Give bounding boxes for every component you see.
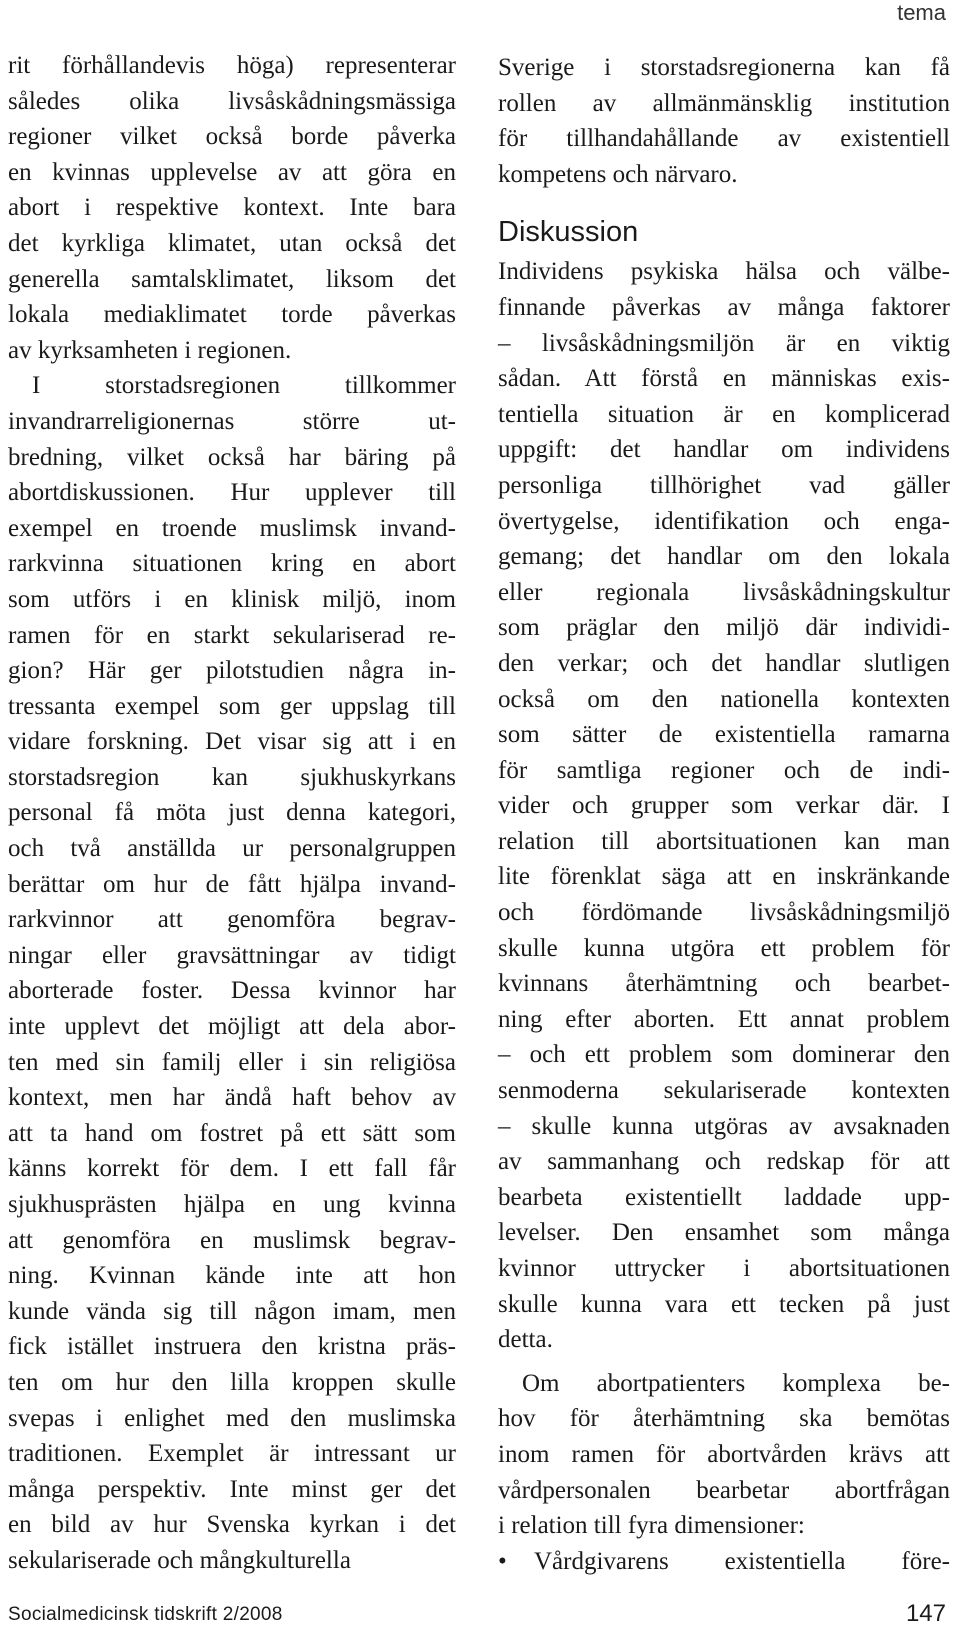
text-line: det kyrkliga klimatet, utan också det bbox=[8, 229, 456, 257]
text-line: kunde vända sig till någon imam, men bbox=[8, 1297, 456, 1325]
text-line: som sätter de existentiella ramarna bbox=[498, 721, 950, 749]
text-line: eller regionala livsåskådningskultur bbox=[498, 578, 950, 606]
text-line: kvinnor uttrycker i abortsituationen bbox=[498, 1255, 950, 1282]
text-line: sådan. Att förstå en människas exis- bbox=[498, 365, 950, 393]
text-line: personal få möta just denna kategori, bbox=[8, 799, 456, 827]
text-line: detta. bbox=[498, 1326, 553, 1354]
text-line: Individens psykiska hälsa och välbe- bbox=[498, 258, 950, 286]
text-line: av kyrksamheten i regionen. bbox=[8, 336, 292, 364]
text-line: gion? Här ger pilotstudien några in- bbox=[8, 657, 456, 685]
text-line: fick istället instruera den kristna präs- bbox=[8, 1333, 456, 1361]
section-heading: Diskussion bbox=[498, 216, 639, 249]
text-line: levelser. Den ensamhet som många bbox=[498, 1219, 950, 1247]
text-line: svepas i enlighet med den muslimska bbox=[8, 1404, 456, 1432]
text-line: kvinnans återhämtning och bearbet- bbox=[498, 970, 950, 998]
text-line: personliga tillhörighet vad gäller bbox=[498, 471, 950, 499]
text-line: generella samtalsklimatet, liksom det bbox=[8, 265, 456, 293]
text-line: bredning, vilket också har bäring på bbox=[8, 443, 456, 471]
text-line: abortdiskussionen. Hur upplever till bbox=[8, 479, 456, 507]
text-line: vårdpersonalen bearbetar abortfrågan bbox=[498, 1476, 950, 1504]
text-line: ningar eller gravsättningar av tidigt bbox=[8, 941, 456, 969]
text-line: I storstadsregionen tillkommer bbox=[32, 372, 456, 400]
text-line: ten om hur den lilla kroppen skulle bbox=[8, 1368, 456, 1396]
text-line: rollen av allmänmänsklig institution bbox=[498, 89, 950, 117]
text-line: – skulle kunna utgöras av avsaknaden bbox=[498, 1112, 950, 1140]
text-line: som präglar den miljö där individi- bbox=[498, 614, 950, 642]
journal-title: Socialmedicinsk tidskrift 2/2008 bbox=[8, 1604, 283, 1625]
text-line: känns korrekt för dem. I ett fall får bbox=[8, 1155, 456, 1183]
text-line: uppgift: det handlar om individens bbox=[498, 436, 950, 464]
text-line: bearbeta existentiellt laddade upp- bbox=[498, 1183, 950, 1211]
text-line: vidare forskning. Det visar sig att i en bbox=[8, 728, 456, 756]
section-label: tema bbox=[897, 0, 946, 25]
text-line: skulle kunna vara ett tecken på just bbox=[498, 1290, 950, 1318]
text-line: också om den nationella kontexten bbox=[498, 685, 950, 713]
text-line: senmoderna sekulariserade kontexten bbox=[498, 1077, 950, 1105]
text-line: berättar om hur de fått hjälpa invand- bbox=[8, 870, 456, 898]
right-column bbox=[498, 50, 950, 1579]
text-line: relation till abortsituationen kan man bbox=[498, 827, 950, 855]
text-line: i relation till fyra dimensioner: bbox=[498, 1512, 805, 1540]
text-line: invandrarreligionernas större ut- bbox=[8, 407, 456, 435]
text-line: tressanta exempel som ger uppslag till bbox=[8, 692, 456, 720]
text-line: kompetens och närvaro. bbox=[498, 160, 738, 188]
text-line: kontext, men har ändå haft behov av bbox=[8, 1084, 456, 1112]
text-line: Om abortpatienters komplexa be- bbox=[522, 1369, 950, 1397]
text-line: rarkvinnor att genomföra begrav- bbox=[8, 906, 456, 934]
text-line: – livsåskådningsmiljön är en viktig bbox=[498, 329, 950, 357]
text-line: sjukhusprästen hjälpa en ung kvinna bbox=[8, 1191, 456, 1218]
text-line: sekulariserade och mångkulturella bbox=[8, 1546, 351, 1574]
text-line: för tillhandahållande av existentiell bbox=[498, 125, 950, 153]
text-line: ning efter aborten. Ett annat problem bbox=[498, 1005, 950, 1033]
text-line: den verkar; och det handlar slutligen bbox=[498, 649, 950, 677]
text-line: och fördömande livsåskådningsmiljö bbox=[498, 899, 950, 927]
intro-paragraph bbox=[498, 50, 950, 192]
discussion-paragraph-1 bbox=[498, 254, 950, 1357]
text-line: skulle kunna utgöra ett problem för bbox=[498, 934, 950, 962]
bullet-item bbox=[498, 1544, 950, 1580]
text-line: exempel en troende muslimsk invand- bbox=[8, 514, 456, 542]
discussion-paragraph-2 bbox=[498, 1366, 950, 1544]
text-line: ten med sin familj eller i sin religiösa bbox=[8, 1048, 456, 1076]
text-line: att genomföra en muslimsk begrav- bbox=[8, 1226, 456, 1254]
text-line: – och ett problem som dominerar den bbox=[498, 1041, 950, 1069]
text-line: vider och grupper som verkar där. I bbox=[498, 792, 950, 820]
text-line: för samtliga regioner och de indi- bbox=[498, 756, 950, 784]
text-line: rarkvinna situationen kring en abort bbox=[8, 550, 456, 578]
text-line: en kvinnas upplevelse av att göra en bbox=[8, 158, 456, 186]
left-column bbox=[8, 48, 456, 1579]
text-line: övertygelse, identifikation och enga- bbox=[498, 507, 950, 535]
text-line: av sammanhang och redskap för att bbox=[498, 1148, 950, 1176]
text-line: rit förhållandevis höga) representerar bbox=[8, 52, 456, 79]
text-line: traditionen. Exemplet är intressant ur bbox=[8, 1440, 456, 1468]
text-line: abort i respektive kontext. Inte bara bbox=[8, 194, 456, 222]
text-line: således olika livsåskådningsmässiga bbox=[8, 87, 456, 115]
text-line: många perspektiv. Inte minst ger det bbox=[8, 1475, 456, 1503]
text-line: inte upplevt det möjligt att dela abor- bbox=[8, 1013, 456, 1041]
bullet-text: Vårdgivarens existentiella före- bbox=[534, 1547, 950, 1575]
text-line: finnande påverkas av många faktorer bbox=[498, 293, 950, 321]
page-number: 147 bbox=[905, 1600, 946, 1627]
text-line: lite förenklat säga att en inskränkande bbox=[498, 863, 950, 891]
text-line: hov för återhämtning ska bemötas bbox=[498, 1405, 950, 1433]
text-line: att ta hand om fostret på ett sätt som bbox=[8, 1119, 456, 1147]
text-line: som utförs i en klinisk miljö, inom bbox=[8, 585, 456, 613]
text-line: ramen för en starkt sekulariserad re- bbox=[8, 621, 456, 649]
text-line: lokala mediaklimatet torde påverkas bbox=[8, 301, 456, 329]
text-line: storstadsregion kan sjukhuskyrkans bbox=[8, 763, 456, 791]
text-line: gemang; det handlar om den lokala bbox=[498, 543, 950, 571]
bullet-marker: • bbox=[498, 1547, 507, 1575]
text-line: en bild av hur Svenska kyrkan i det bbox=[8, 1511, 456, 1539]
text-line: aborterade foster. Dessa kvinnor har bbox=[8, 977, 456, 1005]
text-line: ning. Kvinnan kände inte att hon bbox=[8, 1262, 456, 1290]
text-line: Sverige i storstadsregionerna kan få bbox=[498, 54, 950, 81]
text-line: inom ramen för abortvården krävs att bbox=[498, 1440, 950, 1468]
text-line: tentiella situation är en komplicerad bbox=[498, 400, 950, 428]
text-line: och två anställda ur personalgruppen bbox=[8, 835, 456, 863]
text-line: regioner vilket också borde påverka bbox=[8, 123, 456, 151]
